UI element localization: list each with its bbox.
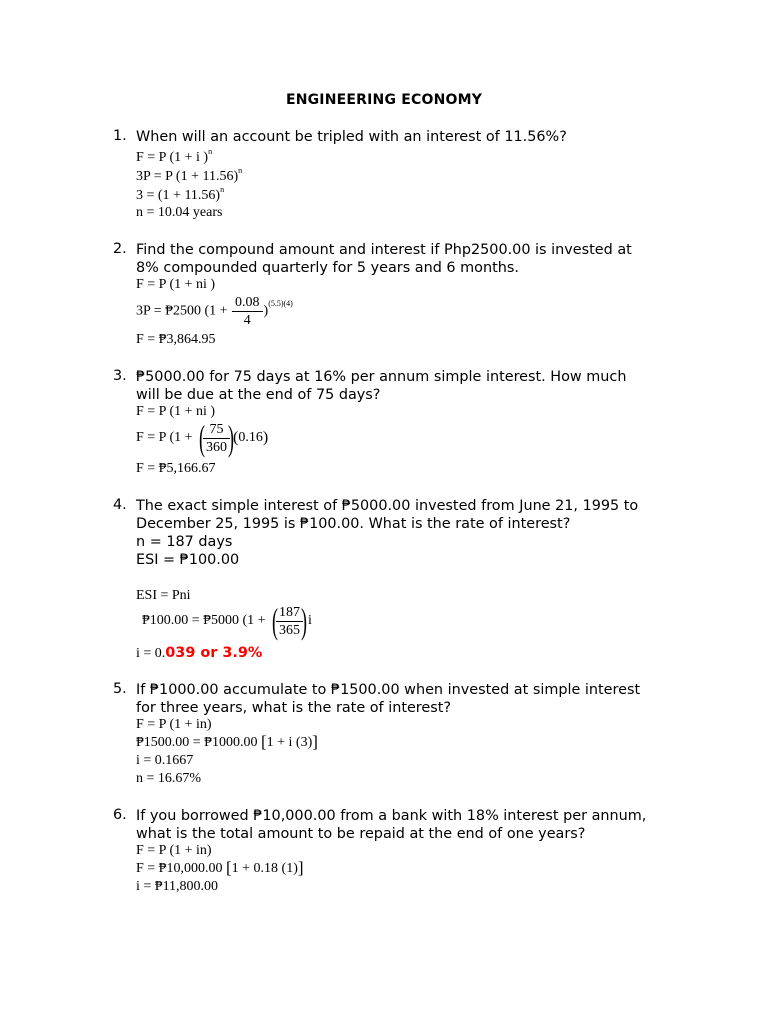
q3-equation-2: F = P (1 + ( $\frac{75}{360}$ )(0.16) bbox=[136, 418, 269, 458]
question-4-line: ESI = ₱100.00 bbox=[136, 552, 240, 568]
question-3-line: ₱5000.00 for 75 days at 16% per annum simple interest. How much bbox=[136, 369, 627, 385]
q1-equation-2: 3P = P $(1 + 11.56)^n$ bbox=[136, 166, 243, 184]
question-4-text bbox=[136, 497, 696, 569]
q1-equation-1: F = P (1 + i )$^n$ bbox=[136, 147, 213, 165]
q4-equation-2: ₱100.00 = ₱5000 (1 + ( $\frac{187}{365}$ )i bbox=[142, 601, 312, 641]
q1-answer: n = 10.04 years bbox=[136, 205, 223, 220]
document-title: ENGINEERING ECONOMY bbox=[285, 92, 483, 108]
q4-answer: i = 0.039 or 3.9% bbox=[136, 645, 263, 661]
question-5-number: 5. bbox=[113, 681, 127, 697]
question-3-line: will be due at the end of 75 days? bbox=[136, 387, 381, 403]
question-3-number: 3. bbox=[113, 368, 127, 384]
question-4-number: 4. bbox=[113, 497, 127, 513]
question-2-line: Find the compound amount and interest if Php2500.00 is invested at bbox=[136, 242, 632, 258]
q5-equation-2: ₱1500.00 = ₱1000.00 [1 + i (3)] bbox=[136, 732, 318, 751]
q4-fraction: $\frac{187}{365}$ bbox=[276, 604, 303, 639]
q5-equation-3: i = 0.1667 bbox=[136, 753, 194, 768]
q3-fraction: $\frac{75}{360}$ bbox=[203, 421, 230, 456]
q2-equation-1: F = P (1 + ni ) bbox=[136, 277, 216, 292]
q2-equation-2: 3P = ₱2500 (1 + $\frac{0.08}{4}$ )$^{(5.5)(4)}$ bbox=[136, 295, 293, 328]
question-2-number: 2. bbox=[113, 241, 127, 257]
q4-equation-1: ESI = Pni bbox=[136, 588, 191, 603]
q6-equation-2: F = ₱10,000.00 [1 + 0.18 (1)] bbox=[136, 858, 304, 877]
question-5-line: If ₱1000.00 accumulate to ₱1500.00 when invested at simple interest bbox=[136, 682, 641, 698]
q6-answer: i = ₱11,800.00 bbox=[136, 879, 219, 894]
q4-highlighted-answer: 039 or 3.9% bbox=[165, 645, 263, 661]
q5-equation-1: F = P (1 + in) bbox=[136, 717, 212, 732]
q1-equation-3: $3 = (1 + 11.56)^n$ bbox=[136, 185, 225, 203]
question-1-text bbox=[136, 128, 696, 146]
question-6-text bbox=[136, 807, 696, 843]
question-1-line: When will an account be tripled with an interest of 11.56%? bbox=[136, 129, 567, 145]
question-3-text bbox=[136, 368, 696, 404]
question-1-number: 1. bbox=[113, 128, 127, 144]
q6-equation-1: F = P (1 + in) bbox=[136, 843, 212, 858]
question-6-line: what is the total amount to be repaid at the end of one years? bbox=[136, 826, 586, 842]
question-4-line: The exact simple interest of ₱5000.00 invested from June 21, 1995 to bbox=[136, 498, 639, 514]
question-2-text bbox=[136, 241, 696, 277]
q3-answer: F = ₱5,166.67 bbox=[136, 461, 216, 476]
question-5-text bbox=[136, 681, 696, 717]
q5-answer: n = 16.67% bbox=[136, 771, 202, 786]
q2-fraction: $\frac{0.08}{4}$ bbox=[232, 294, 263, 329]
question-2-line: 8% compounded quarterly for 5 years and 6 months. bbox=[136, 260, 519, 276]
question-4-line: n = 187 days bbox=[136, 534, 233, 550]
question-6-line: If you borrowed ₱10,000.00 from a bank with 18% interest per annum, bbox=[136, 808, 647, 824]
q3-equation-1: F = P (1 + ni ) bbox=[136, 404, 216, 419]
question-5-line: for three years, what is the rate of interest? bbox=[136, 700, 452, 716]
q2-answer: F = ₱3,864.95 bbox=[136, 332, 216, 347]
question-6-number: 6. bbox=[113, 807, 127, 823]
question-4-line: December 25, 1995 is ₱100.00. What is the rate of interest? bbox=[136, 516, 571, 532]
